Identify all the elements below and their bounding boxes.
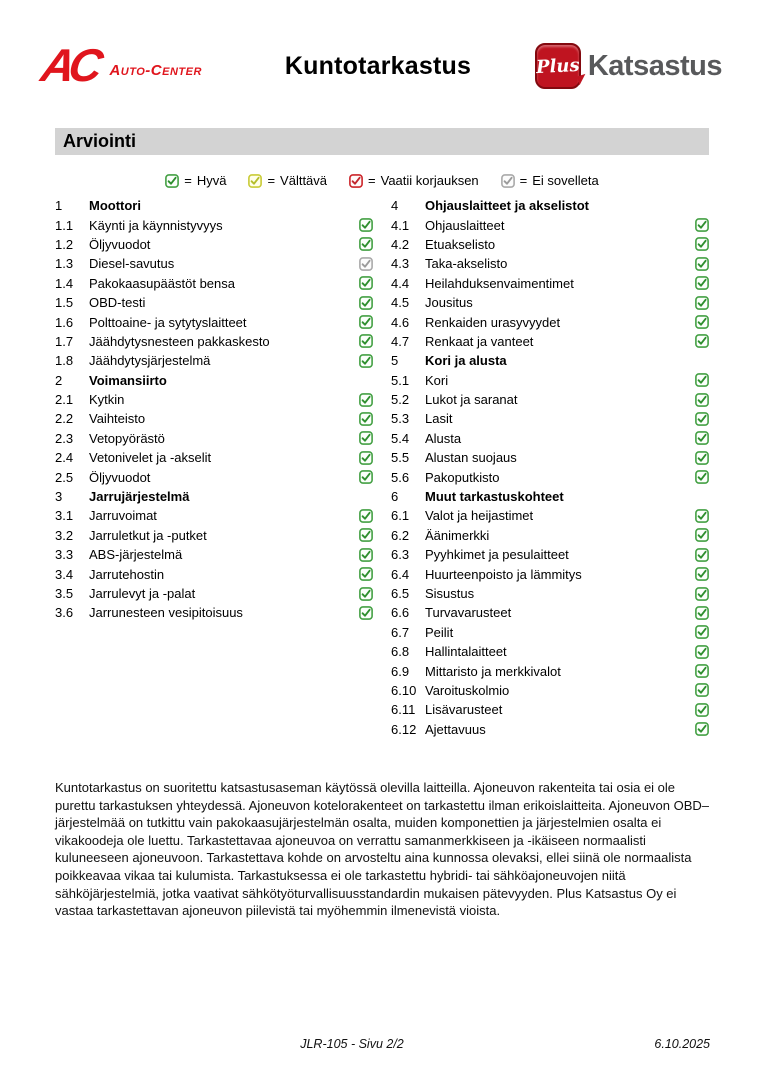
legend-equals: = — [184, 173, 192, 188]
section-header-arviointi — [55, 128, 709, 155]
status-good-icon — [359, 315, 373, 329]
item-number: 3.2 — [55, 527, 74, 543]
status-good-icon — [359, 528, 373, 542]
plus-badge-tail — [577, 74, 588, 85]
checklist-row — [391, 623, 709, 642]
item-label: Käynti ja käynnistyvyys — [89, 217, 223, 233]
checklist-row — [391, 332, 709, 351]
item-label: Öljyvuodot — [89, 236, 151, 252]
checklist-row — [391, 564, 709, 583]
checklist — [55, 196, 709, 739]
item-number: 3.3 — [55, 547, 74, 563]
item-number: 1.7 — [55, 333, 74, 349]
checklist-row — [55, 235, 373, 254]
footer-page-info: JLR-105 - Sivu 2/2 — [300, 1037, 404, 1051]
checklist-row — [391, 274, 709, 293]
item-number: 2.2 — [55, 411, 74, 427]
checklist-row — [391, 293, 709, 312]
item-number: 6.3 — [391, 547, 410, 563]
checklist-section-header — [391, 487, 709, 506]
item-label: Lisävarusteet — [425, 702, 503, 718]
item-number: 6.10 — [391, 682, 417, 698]
item-number: 4.6 — [391, 314, 410, 330]
item-number: 5.6 — [391, 469, 410, 485]
status-na-icon — [359, 257, 373, 271]
checklist-row — [391, 681, 709, 700]
legend-item-fair — [248, 173, 327, 188]
item-label: Sisustus — [425, 586, 475, 601]
status-fair-icon — [248, 174, 262, 188]
item-number: 1.6 — [55, 314, 74, 330]
status-good-icon — [695, 625, 709, 639]
item-number: 5.2 — [391, 392, 410, 408]
item-number: 3.4 — [55, 566, 74, 582]
item-label: Peilit — [425, 624, 454, 640]
item-label: Pakoputkisto — [425, 469, 500, 485]
checklist-row — [391, 448, 709, 467]
status-good-icon — [695, 334, 709, 348]
checklist-row — [55, 603, 373, 622]
status-good-icon — [695, 606, 709, 620]
item-label: Jarrutehostin — [89, 566, 165, 582]
item-number: 3.1 — [55, 508, 74, 524]
auto-center-logo — [37, 39, 222, 92]
status-good-icon — [359, 451, 373, 465]
item-label: Pyyhkimet ja pesulaitteet — [425, 547, 569, 563]
checklist-row — [55, 351, 373, 370]
status-good-icon — [695, 237, 709, 251]
status-good-icon — [695, 645, 709, 659]
item-label: Jarrujärjestelmä — [89, 489, 190, 505]
checklist-row — [391, 215, 709, 234]
item-label: Jarruletkut ja -putket — [89, 527, 207, 543]
item-number: 4 — [391, 198, 399, 214]
status-good-icon — [695, 470, 709, 484]
status-good-icon — [359, 509, 373, 523]
status-good-icon — [695, 703, 709, 717]
checklist-column — [55, 196, 373, 623]
item-label: Renkaiden urasyvyydet — [425, 314, 561, 330]
item-number: 4.1 — [391, 217, 410, 233]
checklist-row — [55, 312, 373, 331]
item-number: 5.5 — [391, 450, 410, 466]
legend — [0, 171, 764, 190]
item-label: Taka-akselisto — [425, 256, 508, 272]
legend-item-repair — [349, 173, 479, 188]
checklist-row — [391, 720, 709, 739]
legend-label: Välttävä — [280, 173, 328, 188]
status-good-icon — [695, 683, 709, 697]
item-label: Etuakselisto — [425, 236, 496, 252]
checklist-row — [391, 526, 709, 545]
item-number: 6.6 — [391, 605, 410, 621]
item-number: 5.4 — [391, 430, 410, 446]
status-good-icon — [359, 412, 373, 426]
item-label: Ajettavuus — [425, 721, 486, 737]
item-label: Jäähdytysjärjestelmä — [89, 353, 211, 369]
item-number: 1.1 — [55, 217, 74, 233]
checklist-row — [55, 526, 373, 545]
checklist-row — [391, 429, 709, 448]
item-number: 5.3 — [391, 411, 410, 427]
item-number: 1.5 — [55, 295, 74, 311]
item-number: 4.4 — [391, 275, 410, 291]
item-label: Ohjauslaitteet ja akselistot — [425, 198, 590, 214]
legend-label: Vaatii korjauksen — [380, 173, 479, 188]
plus-katsastus-logo — [534, 43, 722, 89]
checklist-row — [55, 506, 373, 525]
item-label: Jarruvoimat — [89, 508, 157, 524]
checklist-row — [55, 545, 373, 564]
status-good-icon — [695, 664, 709, 678]
status-good-icon — [695, 451, 709, 465]
legend-item-na — [501, 173, 599, 188]
item-number: 6.7 — [391, 624, 410, 640]
item-number: 5 — [391, 353, 399, 369]
item-number: 3.6 — [55, 605, 74, 621]
status-good-icon — [695, 528, 709, 542]
status-good-icon — [359, 334, 373, 348]
status-good-icon — [695, 509, 709, 523]
item-number: 5.1 — [391, 372, 410, 388]
checklist-row — [55, 274, 373, 293]
checklist-row — [55, 254, 373, 273]
item-label: Äänimerkki — [425, 527, 490, 543]
item-number: 2.5 — [55, 469, 74, 485]
item-label: Vaihteisto — [89, 411, 146, 427]
checklist-row — [55, 215, 373, 234]
checklist-row — [391, 506, 709, 525]
checklist-row — [391, 371, 709, 390]
status-good-icon — [695, 296, 709, 310]
status-good-icon — [695, 722, 709, 736]
item-label: Jarrulevyt ja -palat — [89, 586, 196, 601]
checklist-row — [391, 700, 709, 719]
auto-center-logo-mark: AC — [37, 39, 102, 92]
status-good-icon — [359, 218, 373, 232]
item-label: Pakokaasupäästöt bensa — [89, 275, 235, 291]
item-label: Vetonivelet ja -akselit — [89, 450, 212, 466]
checklist-row — [391, 603, 709, 622]
item-number: 2 — [55, 372, 63, 388]
item-number: 4.2 — [391, 236, 410, 252]
checklist-row — [391, 409, 709, 428]
item-number: 6.9 — [391, 663, 410, 679]
status-good-icon — [695, 218, 709, 232]
checklist-row — [391, 642, 709, 661]
status-good-icon — [695, 276, 709, 290]
item-label: Renkaat ja vanteet — [425, 333, 534, 349]
plus-badge-icon — [535, 43, 581, 89]
checklist-row — [391, 584, 709, 603]
item-number: 6 — [391, 489, 399, 505]
item-number: 1 — [55, 198, 63, 214]
item-number: 6.11 — [391, 702, 416, 718]
status-good-icon — [695, 373, 709, 387]
item-label: OBD-testi — [89, 295, 146, 311]
status-good-icon — [695, 257, 709, 271]
status-good-icon — [359, 276, 373, 290]
status-good-icon — [695, 567, 709, 581]
page-title: Kuntotarkastus — [284, 51, 472, 80]
item-label: Vetopyörästö — [89, 430, 165, 446]
status-good-icon — [359, 393, 373, 407]
item-number: 3 — [55, 489, 63, 505]
legend-item-good — [165, 173, 226, 188]
legend-equals: = — [519, 173, 528, 188]
item-label: Jarrunesteen vesipitoisuus — [89, 605, 243, 621]
status-good-icon — [359, 587, 373, 601]
item-number: 6.2 — [391, 527, 410, 543]
item-label: Alusta — [425, 430, 462, 446]
legend-label: Hyvä — [196, 173, 227, 188]
status-good-icon — [359, 548, 373, 562]
item-label: Huurteenpoisto ja lämmitys — [425, 566, 582, 582]
checklist-row — [391, 390, 709, 409]
item-label: Moottori — [89, 198, 141, 214]
item-label: Lukot ja saranat — [425, 392, 518, 408]
item-number: 1.4 — [55, 275, 74, 291]
status-good-icon — [695, 587, 709, 601]
status-good-icon — [359, 606, 373, 620]
item-label: ABS-järjestelmä — [89, 547, 183, 563]
item-number: 4.5 — [391, 295, 410, 311]
plus-katsastus-logo-text: Katsastus — [587, 49, 722, 82]
status-good-icon — [359, 470, 373, 484]
checklist-column — [391, 196, 709, 739]
item-label: Jousitus — [425, 295, 473, 311]
item-label: Valot ja heijastimet — [425, 508, 534, 524]
checklist-section-header — [55, 371, 373, 390]
checklist-row — [55, 332, 373, 351]
item-number: 2.4 — [55, 450, 74, 466]
item-label: Kori ja alusta — [425, 353, 507, 369]
item-label: Jäähdytysnesteen pakkaskesto — [89, 333, 270, 349]
item-label: Turvavarusteet — [425, 605, 512, 621]
item-label: Polttoaine- ja sytytyslaitteet — [89, 314, 247, 330]
item-number: 2.3 — [55, 430, 74, 446]
item-number: 6.8 — [391, 644, 410, 660]
legend-label: Ei sovelleta — [532, 173, 599, 188]
item-number: 6.12 — [391, 721, 417, 737]
checklist-section-header — [55, 196, 373, 215]
status-good-icon — [695, 431, 709, 445]
legend-equals: = — [368, 173, 376, 188]
footer-date: 6.10.2025 — [654, 1037, 710, 1051]
auto-center-logo-text: Auto-Center — [109, 61, 202, 79]
status-good-icon — [695, 393, 709, 407]
checklist-row — [55, 467, 373, 486]
checklist-row — [391, 312, 709, 331]
checklist-row — [55, 409, 373, 428]
checklist-row — [55, 293, 373, 312]
checklist-row — [55, 584, 373, 603]
status-good-icon — [359, 567, 373, 581]
checklist-row — [55, 448, 373, 467]
item-number: 3.5 — [55, 586, 74, 601]
checklist-section-header — [391, 196, 709, 215]
checklist-section-header — [55, 487, 373, 506]
report-header — [0, 0, 764, 92]
checklist-row — [391, 545, 709, 564]
checklist-row — [55, 390, 373, 409]
item-number: 4.7 — [391, 333, 410, 349]
item-number: 6.1 — [391, 508, 410, 524]
status-good-icon — [359, 354, 373, 368]
status-good-icon — [165, 174, 179, 188]
item-label: Öljyvuodot — [89, 469, 151, 485]
status-good-icon — [359, 237, 373, 251]
checklist-row — [391, 661, 709, 680]
item-label: Kytkin — [89, 392, 125, 408]
disclaimer-text: Kuntotarkastus on suoritettu katsastusaseman käytössä olevilla laitteilla. Ajoneuvon rakenteita tai osia ei ole purettu tarkastuksen yhteydessä. Ajoneuvon kotelorakenteet on tarkastettu ilman erikoislaitteita. Ajoneuvon OBD–järjestelmää on tutkittu vain pakokaasujärjestelmän osalta, muiden komponettien ja järjestelmien osalta ei vikakoodeja ole luettu. Tarkastettavaa ajoneuvoa on verrattu samanmerkkiseen ja -ikäiseen normaalisti kuluneeseen ajoneuvoon. Tarkastettava kohde on arvosteltu aina kunnossa olevaksi, ellei siinä ole normaalista poikkeavaa vikaa tai kulumista. Tarkastuksessa ei ole tarkastettu hybridi- tai sähköajoneuvojen niitä sähköjärjestelmiä, jotka vaativat sähkötyöturvallisuusstandardin mukaisen pätevyyden. Plus Katsastus Oy ei vastaa tarkastettavan ajoneuvon piilevistä tai myöhemmin ilmenevistä vioista. — [55, 779, 709, 919]
status-good-icon — [695, 548, 709, 562]
plus-badge-label: Plus — [535, 54, 581, 78]
item-label: Alustan suojaus — [425, 450, 517, 466]
section-header-label: Arviointi — [63, 131, 137, 151]
checklist-row — [55, 564, 373, 583]
checklist-row — [391, 467, 709, 486]
item-number: 1.8 — [55, 353, 74, 369]
legend-equals: = — [267, 173, 276, 188]
item-number: 1.3 — [55, 256, 74, 272]
item-label: Voimansiirto — [89, 372, 167, 388]
item-number: 6.4 — [391, 566, 410, 582]
item-label: Muut tarkastuskohteet — [425, 489, 564, 505]
status-good-icon — [695, 412, 709, 426]
status-repair-icon — [349, 174, 363, 188]
item-label: Kori — [425, 372, 449, 388]
item-label: Varoituskolmio — [425, 682, 510, 698]
status-good-icon — [359, 431, 373, 445]
report-footer — [0, 1037, 764, 1053]
item-label: Diesel-savutus — [89, 256, 175, 272]
checklist-row — [391, 235, 709, 254]
checklist-row — [391, 254, 709, 273]
item-label: Ohjauslaitteet — [425, 217, 505, 233]
item-label: Mittaristo ja merkkivalot — [425, 663, 561, 679]
status-na-icon — [501, 174, 515, 188]
checklist-row — [55, 429, 373, 448]
status-good-icon — [695, 315, 709, 329]
item-number: 1.2 — [55, 236, 74, 252]
item-number: 4.3 — [391, 256, 410, 272]
item-label: Hallintalaitteet — [425, 644, 507, 660]
item-number: 2.1 — [55, 392, 74, 408]
checklist-section-header — [391, 351, 709, 370]
item-label: Lasit — [425, 411, 453, 427]
item-number: 6.5 — [391, 586, 410, 601]
item-label: Heilahduksenvaimentimet — [425, 275, 574, 291]
status-good-icon — [359, 296, 373, 310]
